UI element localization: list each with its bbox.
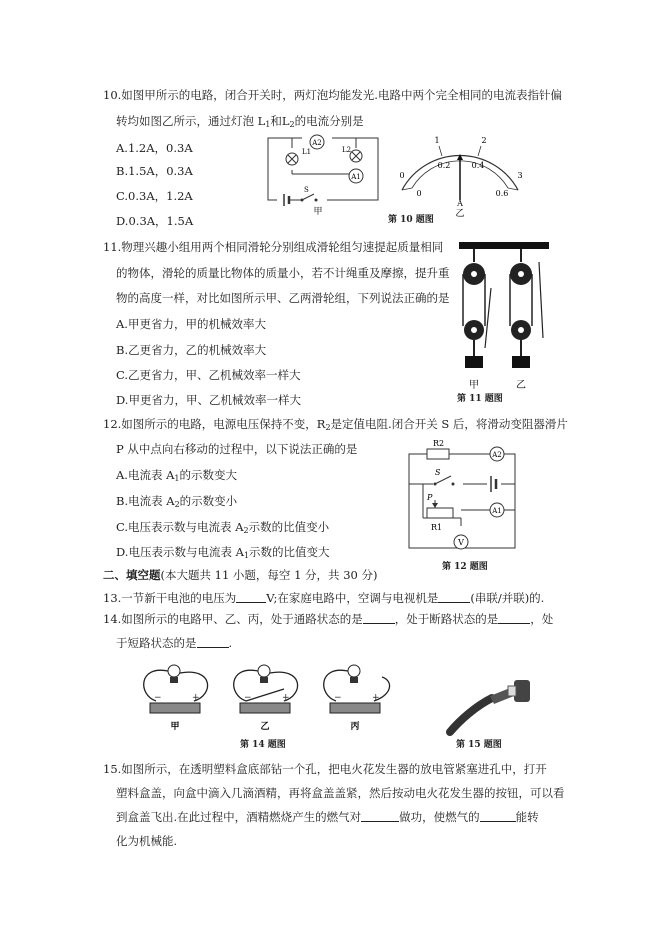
q12-option-b: B.电流表 $A_2$的示数变小 <box>116 494 238 509</box>
svg-text:+: + <box>372 693 380 703</box>
q13-blank-2[interactable] <box>438 591 470 603</box>
q12-stem-line1: 12.如图所示的电路，电源电压保持不变，$R_2$是定值电阻.闭合开关 S 后，将滑动变阻器滑片 <box>103 417 568 432</box>
q10-ammeter-figure <box>390 134 530 218</box>
ammeter-scale-bottom-2: 0.4 <box>471 161 485 170</box>
svg-text:+: + <box>192 693 200 703</box>
q13-stem: 13.一节新干电池的电压为 V;在家庭电路中，空调与电视机是 (串联/并联)的. <box>103 591 545 605</box>
q11-pulley-figure <box>455 238 555 408</box>
q15-stem-line3: 到盒盖飞出.在此过程中，酒精燃烧产生的燃气对 做功，使燃气的 能转 <box>116 810 539 824</box>
ammeter-a2-label: A2 <box>312 139 322 147</box>
q10-stem-line1: 10.如图甲所示的电路，闭合开关时，两灯泡均能发光.电路中两个完全相同的电流表指针偏 <box>103 88 562 102</box>
q10-option-d: D.0.3A，1.5A <box>116 214 194 228</box>
ammeter-scale-top-0: 0 <box>399 171 405 180</box>
q12-stem-line2: P 从中点向右移动的过程中，以下说法正确的是 <box>116 442 358 456</box>
q14-blank-2[interactable] <box>498 612 530 624</box>
q15-stem-line2: 塑料盒盖，向盒中滴入几滴酒精，再将盒盖盖紧，然后按动电火花发生器的按钮，可以看 <box>116 786 565 800</box>
q15-figure-caption: 第 15 题图 <box>456 740 502 750</box>
q10-option-a: A.1.2A，0.3A <box>116 141 193 155</box>
q14-circuit-jia <box>144 665 208 732</box>
svg-text:−: − <box>244 693 252 703</box>
q11-stem-line2: 的物体，滑轮的质量比物体的质量小，若不计绳重及摩擦，提升重 <box>116 266 450 280</box>
ammeter-scale-top-2: 2 <box>481 136 487 145</box>
q10-figure-caption: 第 10 题图 <box>388 215 434 225</box>
q14-label-jia: 甲 <box>170 722 180 732</box>
q15-blank-1[interactable] <box>361 810 399 822</box>
q14-circuits-figure <box>130 655 410 733</box>
q11-stem-line1: 11.物理兴趣小组用两个相同滑轮分别组成滑轮组匀速提起质量相同 <box>103 240 444 254</box>
switch-s-label: S <box>304 186 309 194</box>
ammeter-scale-top-1: 1 <box>434 136 440 145</box>
q10-figure-jia-label: 甲 <box>313 207 323 217</box>
q11-stem-line3: 物的高度一样，对比如图所示甲、乙两滑轮组，下列说法正确的是 <box>116 291 450 305</box>
q11-figure-caption: 第 11 题图 <box>457 394 503 404</box>
q15-stem-line4: 化为机械能. <box>116 834 178 848</box>
q14-label-yi: 乙 <box>260 722 270 732</box>
svg-text:+: + <box>282 693 290 703</box>
q14-circuit-bing <box>324 665 390 732</box>
q10-circuit-figure <box>262 134 386 218</box>
ammeter-scale-top-3: 3 <box>517 171 523 180</box>
a1-label: A1 <box>492 507 502 515</box>
v-label: V <box>458 538 464 547</box>
r2-label: R2 <box>433 439 445 448</box>
switch-s-label: S <box>435 468 441 477</box>
q12-option-a: A.电流表 $A_1$的示数变大 <box>116 468 238 483</box>
q12-option-d: D.电压表示数与电流表 $A_1$示数的比值变大 <box>116 545 330 560</box>
q10-stem-line2: 转均如图乙所示，通过灯泡 $L_1$和$L_2$的电流分别是 <box>116 114 364 129</box>
ammeter-unit-label: A <box>457 199 463 208</box>
ammeter-scale-bottom-3: 0.6 <box>495 189 509 198</box>
svg-text:−: − <box>334 693 342 703</box>
r1-label: R1 <box>431 523 443 532</box>
q10-option-c: C.0.3A，1.2A <box>116 189 193 203</box>
ammeter-a1-label: A1 <box>351 173 361 181</box>
q14-stem-line1: 14.如图所示的电路甲、乙、丙，处于通路状态的是 ，处于断路状态的是 ，处 <box>103 612 554 626</box>
q11-figure-jia-label: 甲 <box>469 380 479 391</box>
q11-option-d: D.甲更省力，甲、乙机械效率一样大 <box>116 393 301 407</box>
q12-figure-caption: 第 12 题图 <box>442 562 488 572</box>
q12-circuit-figure <box>405 439 525 553</box>
q10-option-b: B.1.5A，0.3A <box>116 164 193 178</box>
ammeter-scale-bottom-1: 0.2 <box>437 161 451 170</box>
q14-stem-line2: 于短路状态的是 . <box>116 636 233 650</box>
slider-p-label: P <box>427 493 433 502</box>
q15-spark-figure <box>440 660 540 740</box>
q15-blank-2[interactable] <box>480 810 516 822</box>
q13-blank-1[interactable] <box>236 591 266 603</box>
q14-circuit-yi <box>234 665 298 732</box>
q11-option-c: C.乙更省力，甲、乙机械效率一样大 <box>116 368 301 382</box>
q14-blank-3[interactable] <box>197 636 229 648</box>
q11-option-b: B.乙更省力，乙的机械效率大 <box>116 343 267 357</box>
q11-figure-yi-label: 乙 <box>516 380 526 391</box>
q10-figure-yi-label: 乙 <box>455 209 465 219</box>
section2-heading: 二、填空题(本大题共 11 小题，每空 1 分，共 30 分) <box>103 568 378 582</box>
q14-label-bing: 丙 <box>350 722 360 732</box>
q14-figure-caption: 第 14 题图 <box>240 740 286 750</box>
lamp-l1-label: L1 <box>302 148 312 156</box>
ammeter-scale-bottom-0: 0 <box>416 189 422 198</box>
q11-option-a: A.甲更省力，甲的机械效率大 <box>116 317 266 331</box>
q12-option-c: C.电压表示数与电流表 $A_2$示数的比值变小 <box>116 520 330 535</box>
q15-stem-line1: 15.如图所示，在透明塑料盒底部钻一个孔，把电火花发生器的放电管紧塞进孔中，打开 <box>103 762 547 776</box>
svg-text:−: − <box>154 693 162 703</box>
q14-blank-1[interactable] <box>363 612 395 624</box>
a2-label: A2 <box>492 451 502 459</box>
lamp-l2-label: L2 <box>342 146 352 154</box>
